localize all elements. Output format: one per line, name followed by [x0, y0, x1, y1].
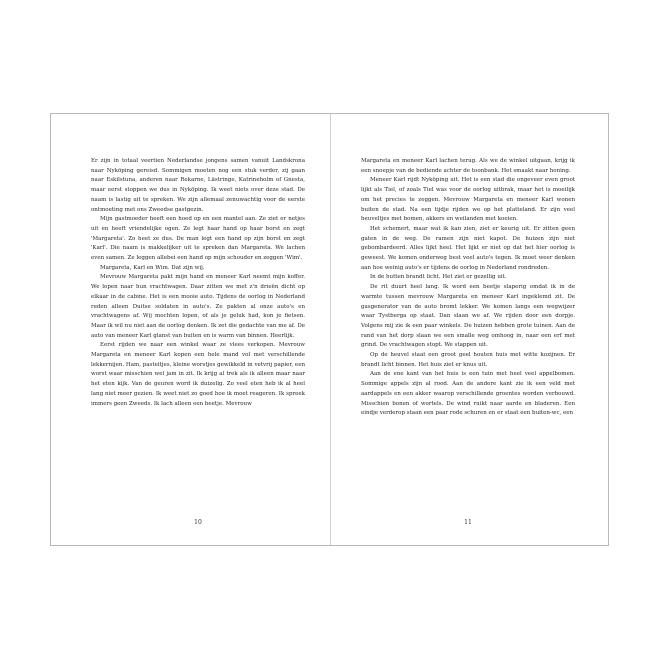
paragraph: Mevrouw Margareta pakt mijn hand en meneer Karl neemt mijn koffer. We lopen naar hun vrachtwagen. Daar zitten we met z'n drieën dicht op elkaar in de cabine. Het is een mooie auto. Tijdens de oorlog in Nederland reden alleen Duitse soldaten in auto's. Ze pakten al onze auto's en vrachtwagens af. Wij mochten lopen, of als je geluk had, kon je fietsen. Maar ik wil nu niet aan de oorlog denken. Ik zet die gedachte van me af. De auto van meneer Karl glanst van buiten en is warm van binnen. Heerlijk.: [91, 274, 305, 339]
paragraph: Margareta en meneer Karl lachen terug. Als we de winkel uitgaan, krijg ik een snoepje van de bediende achter de toonbank. Het smaakt naar honing.: [361, 158, 575, 174]
book-spread: [50, 113, 609, 546]
paragraph: Er zijn in totaal veertien Nederlandse jongens samen vanuit Landskrona naar Nyköping gereisd. Sommigen moeten nog een stuk verder, zij gaan naar Eskilstuna, anderen naar Rekarne, Lästringe, Katrineholm of Gnesta, maar eerst stoppen we dus in Nyköping. Ik weet niets over deze stad. De naam is lastig uit te spreken. We zijn allemaal zenuwachtig voor de eerste ontmoeting met ons Zweedse gastgezin.: [91, 158, 305, 213]
page-number: 10: [194, 519, 202, 526]
paragraph: Aan de ene kant van het huis is een tuin met heel veel appelbomen. Sommige appels zijn al rood. Aan de andere kant zie ik een veld met aardappels en een akker waarop verschillende groentes worden verbouwd. Misschien bonen of wortels. De wind ruikt naar aarde en bladeren. Een eindje verderop staan een paar rode schuren en er staat een buiten-wc, een: [361, 371, 575, 417]
right-page: [361, 157, 575, 419]
left-page: [91, 157, 305, 409]
page-number: 11: [464, 519, 472, 526]
paragraph: De rit duurt heel lang. Ik word een beetje slaperig omdat ik in de warmte tussen mevrouw Margareta en meneer Karl ingeklemd zit. De gasgenerator van de auto bromt lekker. We komen langs een wegwijzer waar Tystberga op staat. Dan slaan we af. We rijden door een dorpje. Volgens mij zie ik een paar winkels. De huizen hebben grote tuinen. Aan de rand van het dorp slaan we een smalle weg omhoog in, naar een erf met grind. De vrachtwagen stopt. We stappen uit.: [361, 284, 575, 349]
paragraph: In de hutten brandt licht. Het ziet er gezellig uit.: [370, 274, 507, 281]
paragraph: Margareta, Karl en Wim. Dat zijn wij.: [100, 264, 205, 271]
paragraph: Meneer Karl rijdt Nyköping uit. Het is een stad die ongeveer even groot lijkt als Tiel, of zoals Tiel was voor de oorlog uitbrak, maar het is moeilijk om het precies te zeggen. Mevrouw Margareta en meneer Karl wonen buiten de stad. Na een tijdje rijden we op het platteland. Er zijn veel heuveltjes met bomen, akkers en weilanden met koeien.: [361, 177, 575, 223]
paragraph: Het schemert, maar wat ik kan zien, ziet er keurig uit. Er zitten geen gaten in de weg. De ramen zijn niet kapot. De huizen zijn niet gebombardeerd. Alles lijkt heel. Het lijkt er niet op dat het hier oorlog is geweest. We komen onderweg best veel auto's tegen. Ik moet weer denken aan hoe weinig auto's er tijdens de oorlog in Nederland rondreden.: [361, 225, 575, 271]
paragraph: Mijn gastmoeder heeft een hoed op en een mantel aan. Ze ziet er netjes uit en heeft vriendelijke ogen. Ze legt haar hand op haar borst en zegt 'Margareta'. Zo heet ze dus. De man legt een hand op zijn borst en zegt 'Karl'. Die naam is makkelijker uit te spreken dan Margareta. We lachen even samen. Ze leggen allebei een hand op mijn schouder en zeggen 'Wim'.: [91, 216, 305, 262]
paragraph: Eerst rijden we naar een winkel waar ze vlees verkopen. Mevrouw Margareta en meneer Karl kopen een hele mand vol met verschillende lekkernijen. Ham, pasteitjes, kleine worstjes gewikkeld in vetvrij papier, een worst waar misschien wel jam in zit. Ik krijg al trek als ik alleen maar naar het eten kijk. Van de geuren word ik duizelig. Zo veel eten heb ik al heel lang niet meer gezien. Ik weet niet zo goed hoe ik moet reageren. Ik spreek immers geen Zweeds. Ik lach alleen een beetje. Mevrouw: [91, 342, 305, 407]
page-gutter: [330, 114, 331, 545]
paragraph: Op de heuvel staat een groot geel houten huis met witte kozijnen. Er brandt licht binnen. Het huis ziet er knus uit.: [361, 352, 575, 368]
